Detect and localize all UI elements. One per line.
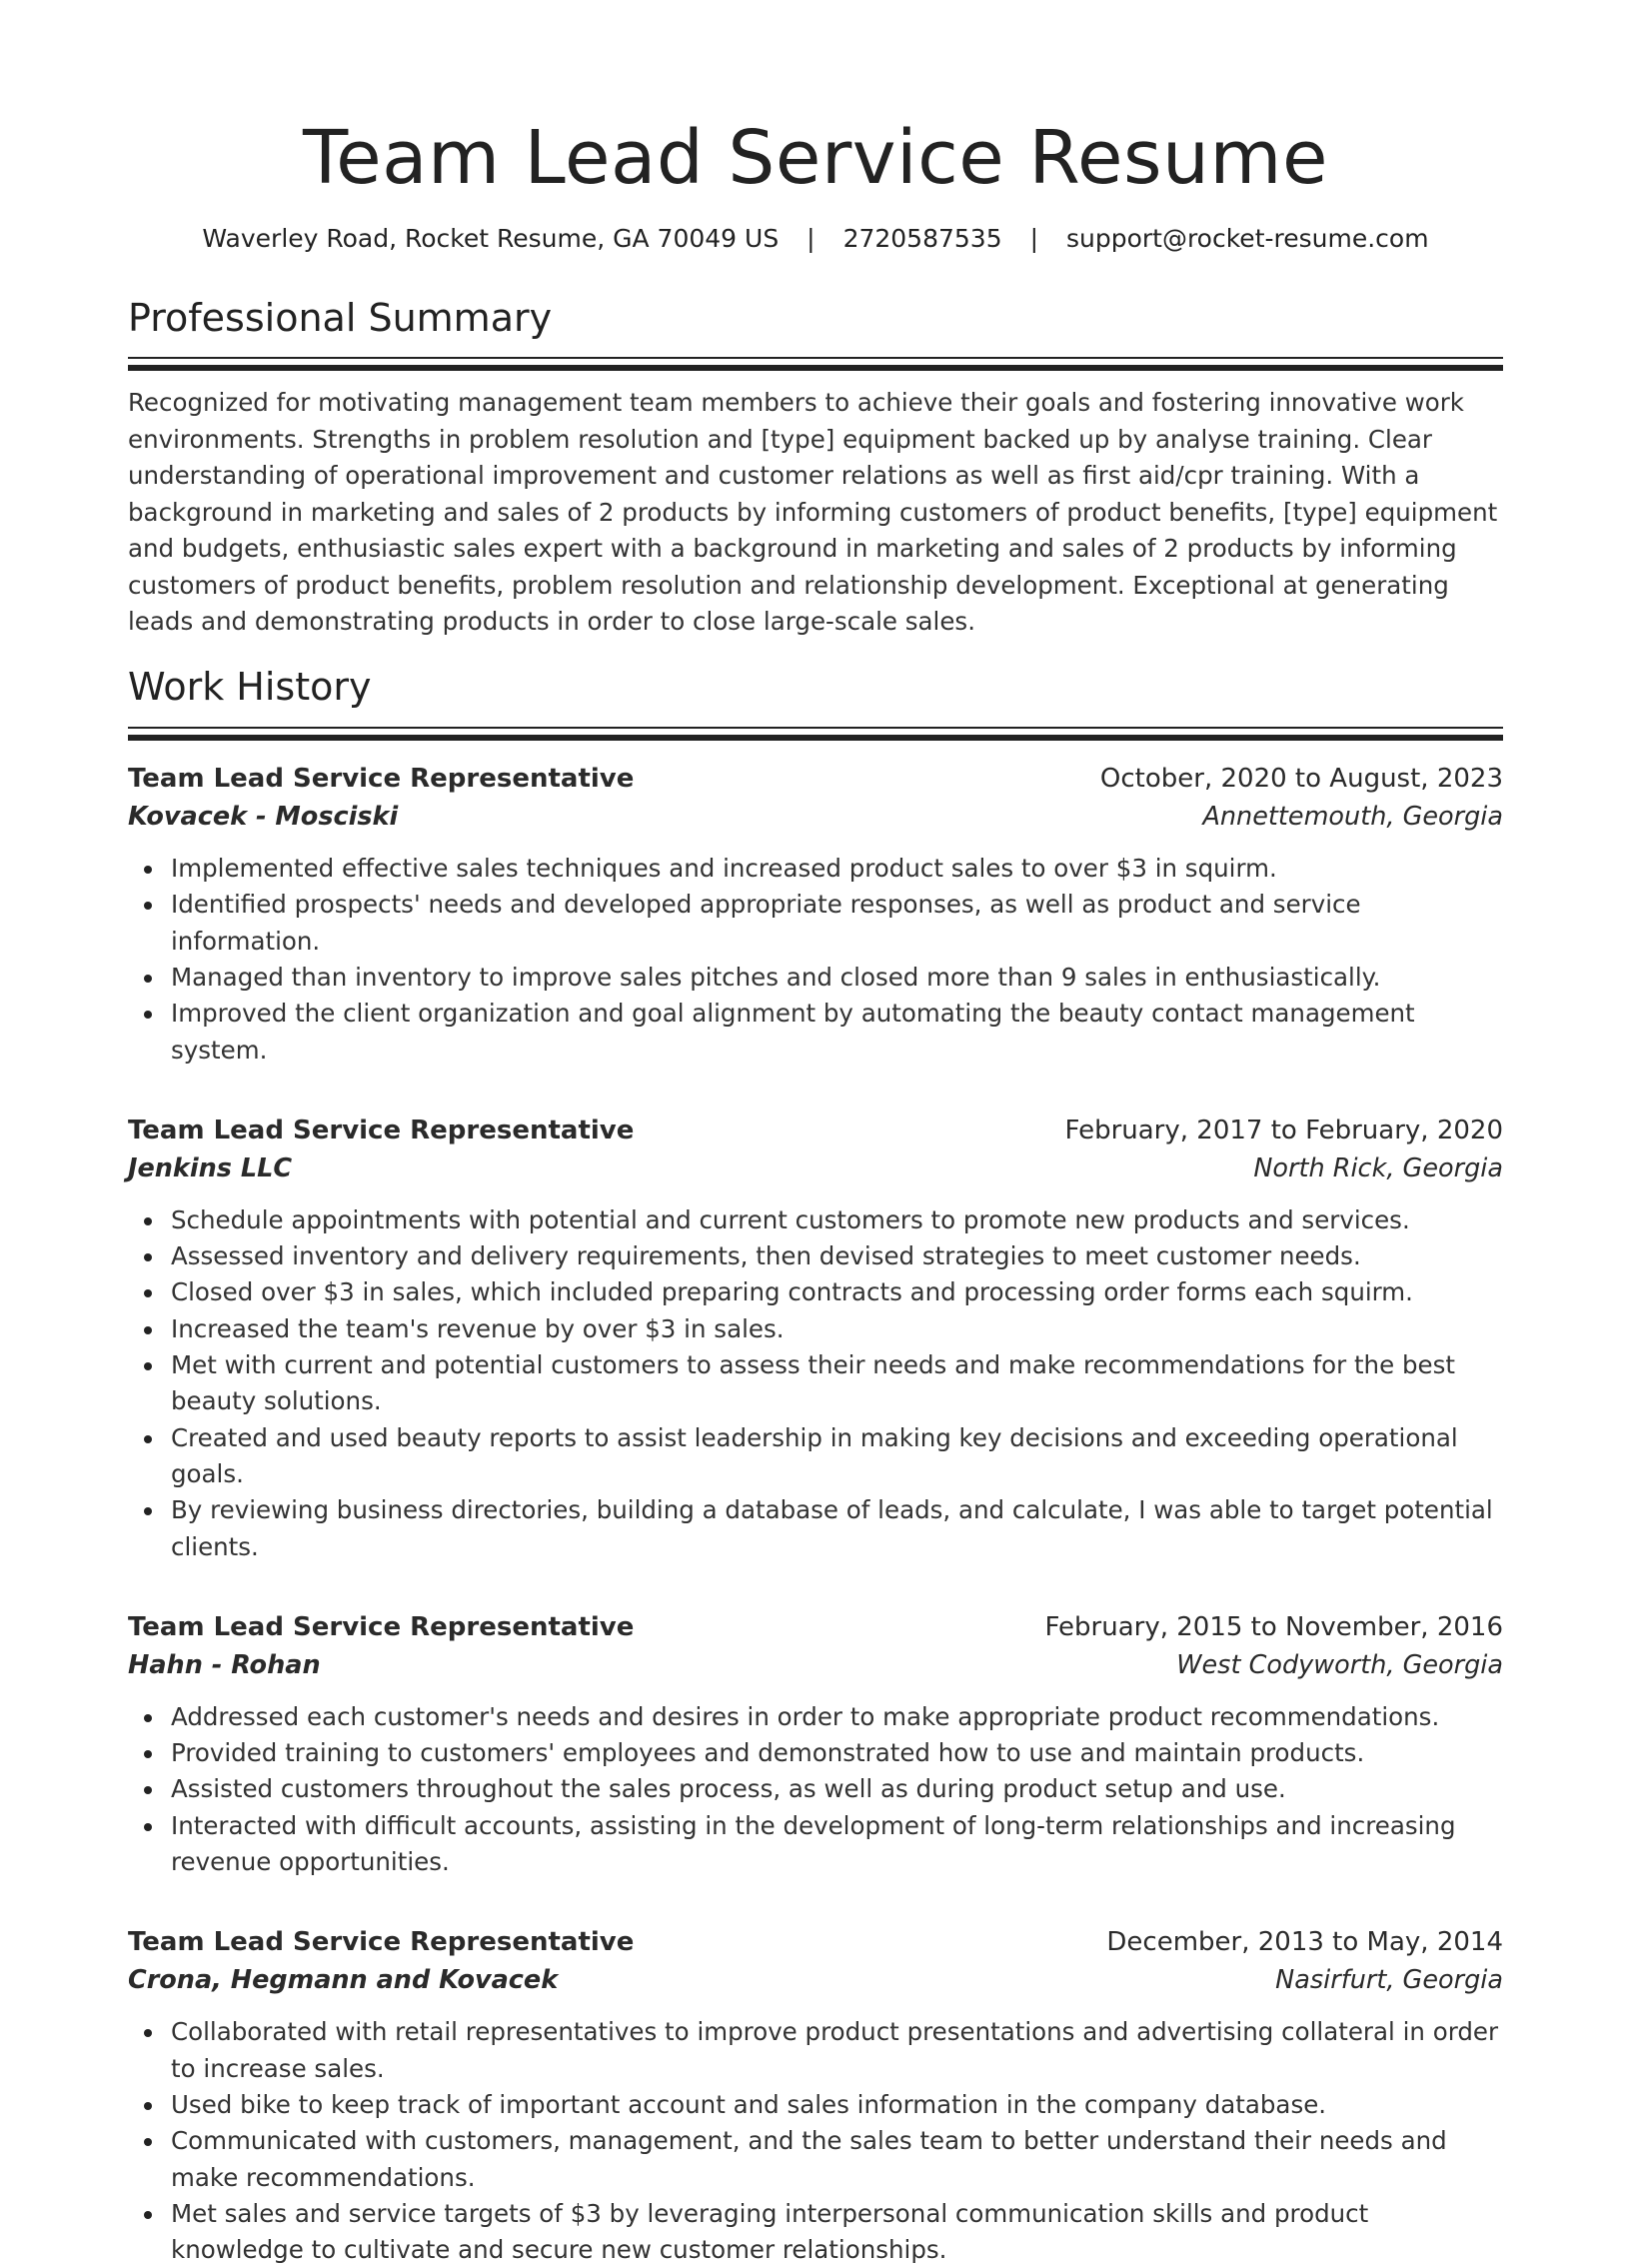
professional-summary-section — [128, 296, 1503, 641]
job-title: Team Lead Service Representative — [128, 1611, 635, 1642]
job-company: Hahn - Rohan — [128, 1649, 321, 1680]
job-company: Jenkins LLC — [128, 1152, 293, 1183]
job-bullet-item: Collaborated with retail representatives to improve product presentations and advertising collateral in order to increase sales. — [128, 2014, 1503, 2087]
section-rule-thick — [128, 735, 1503, 741]
job-bullet-list — [128, 1202, 1503, 1565]
contact-phone: 2720587535 — [842, 224, 1002, 254]
job-dates: October, 2020 to August, 2023 — [1099, 764, 1503, 795]
job-bullet-item: Identified prospects' needs and developed appropriate responses, as well as product and service information. — [128, 887, 1503, 960]
job-header-row — [128, 1924, 1503, 1960]
job-subheader-row — [128, 1647, 1503, 1683]
job-bullet-item: Interacted with difficult accounts, assisting in the development of long-term relationships and increasing revenue opportunities. — [128, 1808, 1503, 1881]
job-bullet-item: Improved the client organization and goal alignment by automating the beauty contact management system. — [128, 996, 1503, 1069]
job-bullet-item: Addressed each customer's needs and desires in order to make appropriate product recommendations. — [128, 1699, 1503, 1735]
job-bullet-list — [128, 851, 1503, 1069]
job-bullet-item: Provided training to customers' employees and demonstrated how to use and maintain products. — [128, 1735, 1503, 1771]
job-list — [128, 761, 1503, 2268]
job-subheader-row — [128, 1150, 1503, 1186]
job-entry — [128, 1113, 1503, 1565]
job-bullet-item: By reviewing business directories, building a database of leads, and calculate, I was able to target potential clients. — [128, 1492, 1503, 1565]
job-bullet-item: Managed than inventory to improve sales pitches and closed more than 9 sales in enthusiastically. — [128, 960, 1503, 996]
job-entry — [128, 1609, 1503, 1880]
section-rule-thick — [128, 365, 1503, 371]
job-dates: February, 2017 to February, 2020 — [1064, 1115, 1503, 1145]
job-dates: December, 2013 to May, 2014 — [1106, 1927, 1503, 1958]
job-entry — [128, 1924, 1503, 2268]
section-rule-thin — [128, 357, 1503, 359]
job-header-row — [128, 1113, 1503, 1148]
job-bullet-item: Closed over $3 in sales, which included preparing contracts and processing order forms each squirm. — [128, 1274, 1503, 1310]
job-entry — [128, 761, 1503, 1069]
contact-line — [128, 223, 1503, 256]
job-bullet-item: Met with current and potential customers to assess their needs and make recommendations for the best beauty solutions. — [128, 1347, 1503, 1420]
job-location: Annettemouth, Georgia — [1202, 802, 1503, 833]
job-bullet-item: Used bike to keep track of important account and sales information in the company database. — [128, 2087, 1503, 2123]
job-bullet-item: Schedule appointments with potential and current customers to promote new products and services. — [128, 1202, 1503, 1238]
resume-title: Team Lead Service Resume — [302, 115, 1329, 201]
section-rule-thin — [128, 727, 1503, 729]
job-company: Crona, Hegmann and Kovacek — [128, 1965, 559, 1996]
job-bullet-list — [128, 2014, 1503, 2268]
section-heading-work-history: Work History — [128, 665, 372, 710]
summary-text: Recognized for motivating management team members to achieve their goals and fostering innovative work environments. Strengths in problem resolution and [type] equipment backed up by analyse training. Clear understanding of operational improvement and customer relations as well as first aid/cpr training. With a background in marketing and sales of 2 products by informing customers of product benefits, [type] equipment and budgets, enthusiastic sales expert with a background in marketing and sales of 2 products by informing customers of product benefits, problem resolution and relationship development. Exceptional at generating leads and demonstrating products in order to close large-scale sales. — [128, 388, 1498, 637]
job-dates: February, 2015 to November, 2016 — [1044, 1611, 1503, 1642]
job-title: Team Lead Service Representative — [128, 1927, 635, 1958]
job-location: Nasirfurt, Georgia — [1275, 1965, 1503, 1996]
job-title: Team Lead Service Representative — [128, 1115, 635, 1145]
job-bullet-item: Created and used beauty reports to assist leadership in making key decisions and exceeding operational goals. — [128, 1420, 1503, 1493]
job-bullet-item: Implemented effective sales techniques and increased product sales to over $3 in squirm. — [128, 851, 1503, 887]
job-company: Kovacek - Mosciski — [128, 802, 399, 833]
job-subheader-row — [128, 799, 1503, 835]
contact-separator: | — [1029, 224, 1039, 254]
job-bullet-item: Increased the team's revenue by over $3 in sales. — [128, 1311, 1503, 1347]
job-bullet-item: Met sales and service targets of $3 by leveraging interpersonal communication skills and product knowledge to cultivate and secure new customer relationships. — [128, 2196, 1503, 2268]
job-header-row — [128, 761, 1503, 797]
job-header-row — [128, 1609, 1503, 1645]
job-subheader-row — [128, 1962, 1503, 1998]
section-heading-summary: Professional Summary — [128, 295, 553, 340]
contact-email[interactable]: support@rocket-resume.com — [1065, 224, 1429, 254]
contact-address: Waverley Road, Rocket Resume, GA 70049 US — [202, 224, 780, 254]
job-bullet-item: Communicated with customers, management, and the sales team to better understand their needs and make recommendations. — [128, 2123, 1503, 2196]
job-bullet-item: Assisted customers throughout the sales process, as well as during product setup and use. — [128, 1771, 1503, 1807]
job-bullet-item: Assessed inventory and delivery requirements, then devised strategies to meet customer needs. — [128, 1238, 1503, 1274]
job-location: West Codyworth, Georgia — [1176, 1649, 1503, 1680]
job-bullet-list — [128, 1699, 1503, 1880]
job-title: Team Lead Service Representative — [128, 764, 635, 795]
job-location: North Rick, Georgia — [1253, 1152, 1503, 1183]
work-history-section — [128, 665, 1503, 2268]
contact-separator: | — [807, 224, 816, 254]
